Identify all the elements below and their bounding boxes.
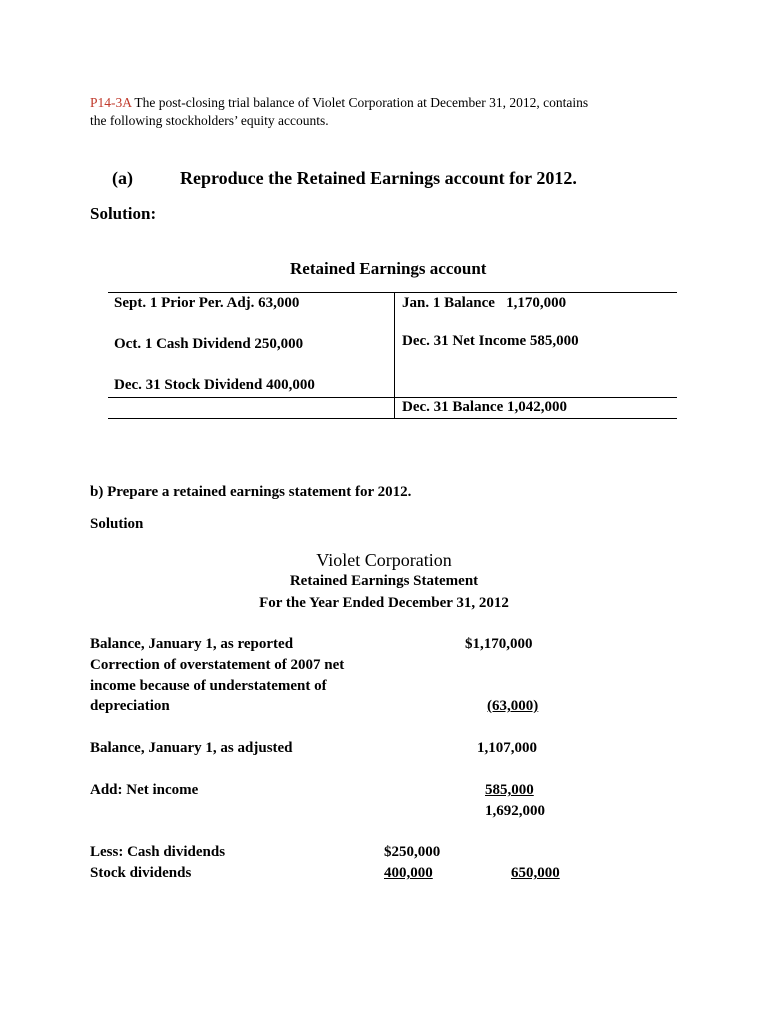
t-account-debit-entry: Dec. 31 Stock Dividend 400,000 (114, 377, 315, 393)
t-account-credit-entry: Jan. 1 Balance 1,170,000 (402, 295, 567, 311)
part-a-heading: Reproduce the Retained Earnings account for 2012. (180, 168, 577, 188)
t-account-title: Retained Earnings account (290, 259, 487, 278)
cash-dividends-value: $250,000 (384, 844, 441, 860)
problem-intro (90, 94, 588, 130)
cash-dividends-label: Less: Cash dividends (90, 844, 226, 860)
correction-line-2: income because of understatement of (90, 678, 327, 694)
problem-reference: P14-3A (90, 95, 132, 110)
net-income-value: 585,000 (485, 782, 534, 798)
intro-line-2: the following stockholders’ equity accounts. (90, 113, 329, 128)
part-a-label: (a) (112, 168, 133, 188)
part-b-solution-label: Solution (90, 516, 144, 532)
t-account-center-rule (394, 292, 395, 418)
company-name: Violet Corporation (316, 550, 452, 570)
subtotal-value: 1,692,000 (485, 803, 545, 819)
t-account-top-rule (108, 292, 677, 293)
balance-reported-label: Balance, January 1, as reported (90, 636, 294, 652)
correction-value: (63,000) (487, 698, 539, 714)
balance-adjusted-label: Balance, January 1, as adjusted (90, 740, 293, 756)
t-account-debit-entry: Oct. 1 Cash Dividend 250,000 (114, 336, 304, 352)
balance-adjusted-value: 1,107,000 (477, 740, 537, 756)
part-a-solution-label: Solution: (90, 204, 157, 223)
correction-line-3: depreciation (90, 698, 170, 714)
t-account-debit-entry: Sept. 1 Prior Per. Adj. 63,000 (114, 295, 300, 311)
net-income-label: Add: Net income (90, 782, 199, 798)
statement-title: Retained Earnings Statement (289, 573, 479, 589)
t-account-balance-rule (108, 397, 677, 398)
t-account-bottom-rule (108, 418, 677, 419)
balance-reported-value: $1,170,000 (465, 636, 533, 652)
statement-period: For the Year Ended December 31, 2012 (259, 595, 509, 611)
t-account-credit-entry: Dec. 31 Net Income 585,000 (402, 333, 579, 349)
t-account-ending-balance: Dec. 31 Balance 1,042,000 (402, 399, 567, 415)
stock-dividends-label: Stock dividends (90, 865, 192, 881)
total-dividends-value: 650,000 (511, 865, 560, 881)
part-b-heading: b) Prepare a retained earnings statement for 2012. (90, 484, 412, 500)
stock-dividends-value: 400,000 (384, 865, 433, 881)
intro-line-1: The post-closing trial balance of Violet Corporation at December 31, 2012, contains (134, 95, 589, 110)
correction-line-1: Correction of overstatement of 2007 net (90, 657, 345, 673)
